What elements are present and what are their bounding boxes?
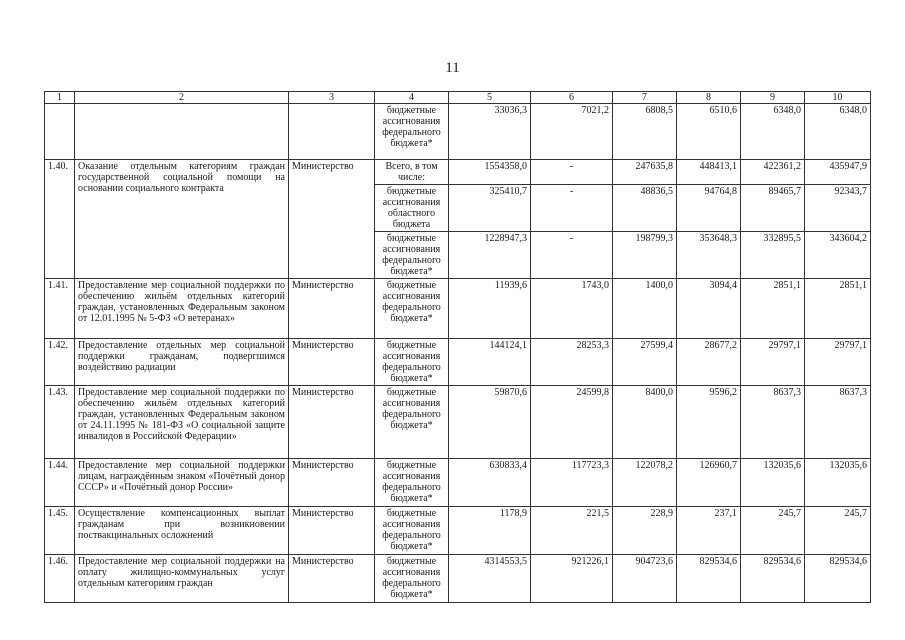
value-cell: 144124,1	[449, 339, 531, 386]
value-cell: 2851,1	[805, 279, 871, 339]
funding-source: бюджетные ассигнования федерального бюджета*	[375, 104, 449, 160]
row-name: Предоставление мер социальной поддержки по обеспечению жильём отдельных категорий граждан, установленных Федеральным законом от 12.01.1995 № 5-ФЗ «О ветеранах»	[75, 279, 289, 339]
value-cell: 132035,6	[805, 459, 871, 507]
value-cell: 6348,0	[741, 104, 805, 160]
col-header: 2	[75, 92, 289, 104]
table-row	[45, 104, 871, 160]
col-header: 6	[531, 92, 613, 104]
value-cell: 325410,7	[449, 185, 531, 232]
value-cell: 92343,7	[805, 185, 871, 232]
col-header: 8	[677, 92, 741, 104]
row-executor: Министерство	[289, 555, 375, 603]
value-cell: 126960,7	[677, 459, 741, 507]
row-executor: Министерство	[289, 386, 375, 459]
value-cell: 89465,7	[741, 185, 805, 232]
col-header: 1	[45, 92, 75, 104]
value-cell: 247635,8	[613, 160, 677, 185]
value-cell: 24599,8	[531, 386, 613, 459]
value-cell: 2851,1	[741, 279, 805, 339]
funding-source: Всего, в том числе:	[375, 160, 449, 185]
row-number: 1.40.	[45, 160, 75, 279]
row-executor: Министерство	[289, 459, 375, 507]
funding-source: бюджетные ассигнования областного бюджета	[375, 185, 449, 232]
value-cell: 435947,9	[805, 160, 871, 185]
row-number	[45, 104, 75, 160]
table-row	[45, 459, 871, 507]
value-cell: 422361,2	[741, 160, 805, 185]
value-cell: 245,7	[741, 507, 805, 555]
row-name: Предоставление мер социальной поддержки на оплату жилищно-коммунальных услуг отдельным категориям граждан	[75, 555, 289, 603]
value-cell: 117723,3	[531, 459, 613, 507]
col-header: 9	[741, 92, 805, 104]
row-number: 1.45.	[45, 507, 75, 555]
value-cell: 8637,3	[741, 386, 805, 459]
value-cell: 237,1	[677, 507, 741, 555]
value-cell: 829534,6	[805, 555, 871, 603]
value-cell: 343604,2	[805, 232, 871, 279]
value-cell: 448413,1	[677, 160, 741, 185]
value-cell: 28253,3	[531, 339, 613, 386]
value-cell: 221,5	[531, 507, 613, 555]
row-number: 1.44.	[45, 459, 75, 507]
value-cell: 3094,4	[677, 279, 741, 339]
row-executor: Министерство	[289, 339, 375, 386]
value-cell: -	[531, 185, 613, 232]
col-header: 4	[375, 92, 449, 104]
value-cell: 59870,6	[449, 386, 531, 459]
row-name: Оказание отдельным категориям граждан государственной социальной помощи на основании социального контракта	[75, 160, 289, 279]
value-cell: -	[531, 160, 613, 185]
value-cell: 904723,6	[613, 555, 677, 603]
budget-table	[44, 91, 871, 603]
value-cell: 8400,0	[613, 386, 677, 459]
value-cell: 353648,3	[677, 232, 741, 279]
row-number: 1.46.	[45, 555, 75, 603]
col-header: 5	[449, 92, 531, 104]
value-cell: 132035,6	[741, 459, 805, 507]
value-cell: 228,9	[613, 507, 677, 555]
row-executor: Министерство	[289, 279, 375, 339]
row-name: Осуществление компенсационных выплат гражданам при возникновении поствакцинальных осложнений	[75, 507, 289, 555]
funding-source: бюджетные ассигнования федерального бюджета*	[375, 555, 449, 603]
value-cell: 1228947,3	[449, 232, 531, 279]
funding-source: бюджетные ассигнования федерального бюджета*	[375, 507, 449, 555]
funding-source: бюджетные ассигнования федерального бюджета*	[375, 459, 449, 507]
value-cell: 829534,6	[677, 555, 741, 603]
funding-source: бюджетные ассигнования федерального бюджета*	[375, 279, 449, 339]
value-cell: 8637,3	[805, 386, 871, 459]
table-row	[45, 555, 871, 603]
funding-source: бюджетные ассигнования федерального бюджета*	[375, 339, 449, 386]
value-cell: 122078,2	[613, 459, 677, 507]
value-cell: 29797,1	[741, 339, 805, 386]
value-cell: 48836,5	[613, 185, 677, 232]
table-row	[45, 507, 871, 555]
row-executor	[289, 104, 375, 160]
value-cell: 6348,0	[805, 104, 871, 160]
table-row	[45, 339, 871, 386]
col-header: 7	[613, 92, 677, 104]
value-cell: 11939,6	[449, 279, 531, 339]
row-number: 1.42.	[45, 339, 75, 386]
value-cell: 94764,8	[677, 185, 741, 232]
value-cell: 29797,1	[805, 339, 871, 386]
table-row	[45, 160, 871, 185]
value-cell: 1743,0	[531, 279, 613, 339]
value-cell: -	[531, 232, 613, 279]
value-cell: 6808,5	[613, 104, 677, 160]
value-cell: 4314553,5	[449, 555, 531, 603]
value-cell: 27599,4	[613, 339, 677, 386]
value-cell: 1554358,0	[449, 160, 531, 185]
value-cell: 921226,1	[531, 555, 613, 603]
row-executor: Министерство	[289, 507, 375, 555]
row-name	[75, 104, 289, 160]
value-cell: 630833,4	[449, 459, 531, 507]
row-name: Предоставление отдельных мер социальной поддержки гражданам, подвергшимся воздействию радиации	[75, 339, 289, 386]
value-cell: 9596,2	[677, 386, 741, 459]
page-number: 11	[445, 60, 460, 76]
value-cell: 829534,6	[741, 555, 805, 603]
value-cell: 245,7	[805, 507, 871, 555]
row-name: Предоставление мер социальной поддержки по обеспечению жильём отдельных категорий граждан, установленных Федеральным законом от 24.11.1995 № 181-ФЗ «О социальной защите инвалидов в Российской Федерации»	[75, 386, 289, 459]
row-executor: Министерство	[289, 160, 375, 279]
value-cell: 28677,2	[677, 339, 741, 386]
value-cell: 1178,9	[449, 507, 531, 555]
value-cell: 7021,2	[531, 104, 613, 160]
value-cell: 33036,3	[449, 104, 531, 160]
value-cell: 6510,6	[677, 104, 741, 160]
row-name: Предоставление мер социальной поддержки лицам, награждённым знаком «Почётный донор СССР» и «Почётный донор России»	[75, 459, 289, 507]
value-cell: 332895,5	[741, 232, 805, 279]
row-number: 1.43.	[45, 386, 75, 459]
funding-source: бюджетные ассигнования федерального бюджета*	[375, 386, 449, 459]
value-cell: 1400,0	[613, 279, 677, 339]
table-row	[45, 279, 871, 339]
row-number: 1.41.	[45, 279, 75, 339]
col-header: 10	[805, 92, 871, 104]
table-row	[45, 386, 871, 459]
column-number-row	[45, 92, 871, 104]
col-header: 3	[289, 92, 375, 104]
value-cell: 198799,3	[613, 232, 677, 279]
funding-source: бюджетные ассигнования федерального бюджета*	[375, 232, 449, 279]
